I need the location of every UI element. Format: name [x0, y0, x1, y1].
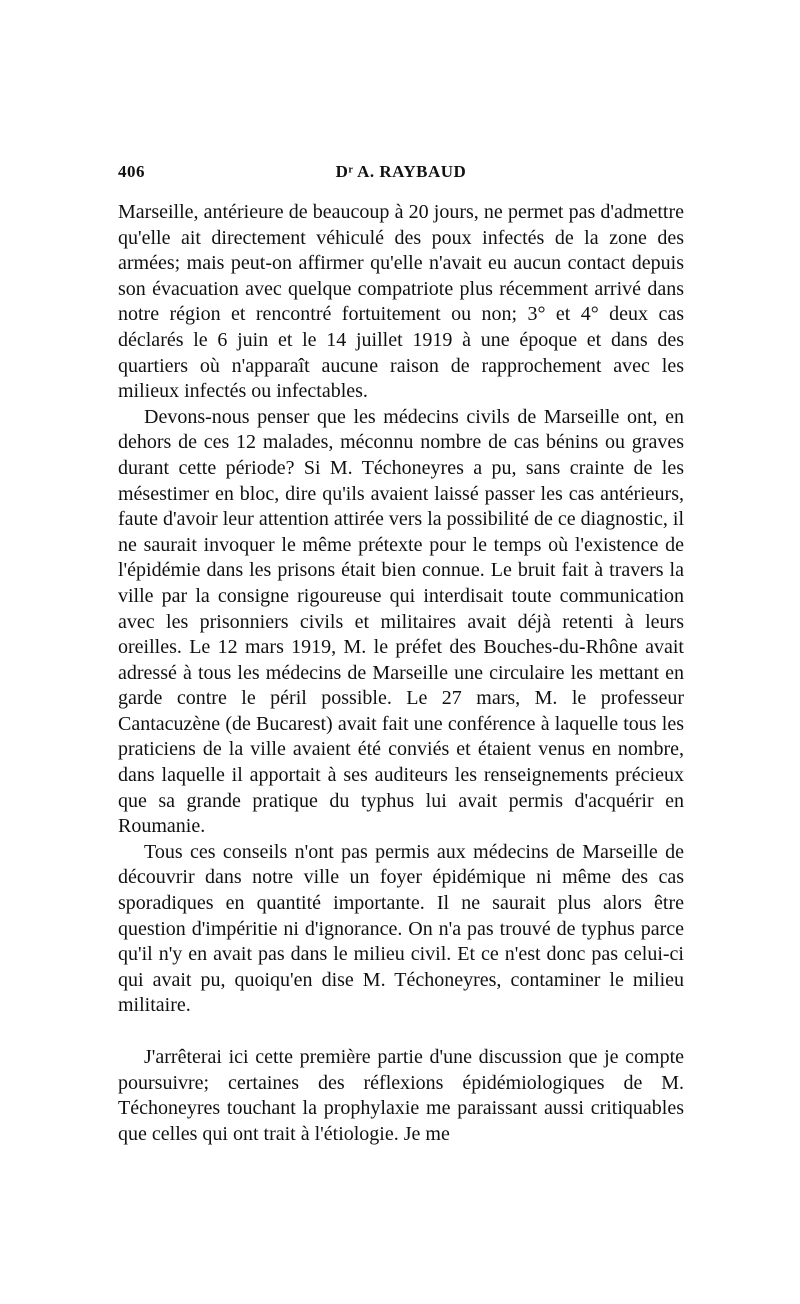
paragraph-conclusion: J'arrêterai ici cette première partie d'une discussion que je compte poursuivre; certaines des réflexions épidémiologiques de M. Téchoneyres touchant la prophylaxie me paraissant aussi critiquables que celles qui ont trait à l'étiologie. Je me	[118, 1046, 684, 1145]
paragraph-medecins-civils: Devons-nous penser que les médecins civils de Marseille ont, en dehors de ces 12 malades, méconnu nombre de cas bénins ou graves durant cette période? Si M. Téchoneyres a pu, sans crainte de les mésestimer en bloc, dire qu'ils avaient laissé passer les cas antérieurs, faute d'avoir leur attention attirée vers la possibilité de ce diagnostic, il ne saurait invoquer le même prétexte pour le temps où l'existence de l'épidémie dans les prisons était bien connue. Le bruit fait à travers la ville par la consigne rigoureuse qui interdisait toute communication avec les prisonniers civils et militaires avait déjà retenti à leurs oreilles. Le 12 mars 1919, M. le préfet des Bouches-du-Rhône avait adressé à tous les médecins de Marseille une circulaire les mettant en garde contre le péril possible. Le 27 mars, M. le professeur Cantacuzène (de Bucarest) avait fait une conférence à laquelle tous les praticiens de la ville avaient été conviés et étaient venus en nombre, dans laquelle il apportait à ses auditeurs les renseignements précieux que sa grande pratique du typhus lui avait permis d'acquérir en Roumanie.	[118, 405, 684, 838]
paragraph-conseils: Tous ces conseils n'ont pas permis aux médecins de Marseille de découvrir dans notre ville un foyer épidémique ni même des cas sporadiques en quantité importante. Il ne saurait plus alors être question d'impéritie ni d'ignorance. On n'a pas trouvé de typhus parce qu'il n'y en avait pas dans le milieu civil. Et ce n'est donc pas celui-ci qui avait pu, quoiqu'en dise M. Téchoneyres, contaminer le milieu militaire.	[118, 840, 684, 1017]
running-head	[118, 162, 684, 186]
paragraph-continued: Marseille, antérieure de beaucoup à 20 jours, ne permet pas d'admettre qu'elle ait directement véhiculé des poux infectés de la zone des armées; mais peut-on affirmer qu'elle n'avait eu aucun contact depuis son évacuation avec quelque compatriote plus récemment arrivé dans notre région et rencontré fortuitement ou non; 3° et 4° deux cas déclarés le 6 juin et le 14 juillet 1919 à une époque et dans des quartiers où n'apparaît aucune raison de rapprochement avec les milieux infectés ou infectables.	[118, 201, 684, 403]
header-title: Dʳ A. RAYBAUD	[335, 162, 467, 181]
page-number: 406	[118, 162, 145, 181]
body-text	[118, 200, 684, 1147]
